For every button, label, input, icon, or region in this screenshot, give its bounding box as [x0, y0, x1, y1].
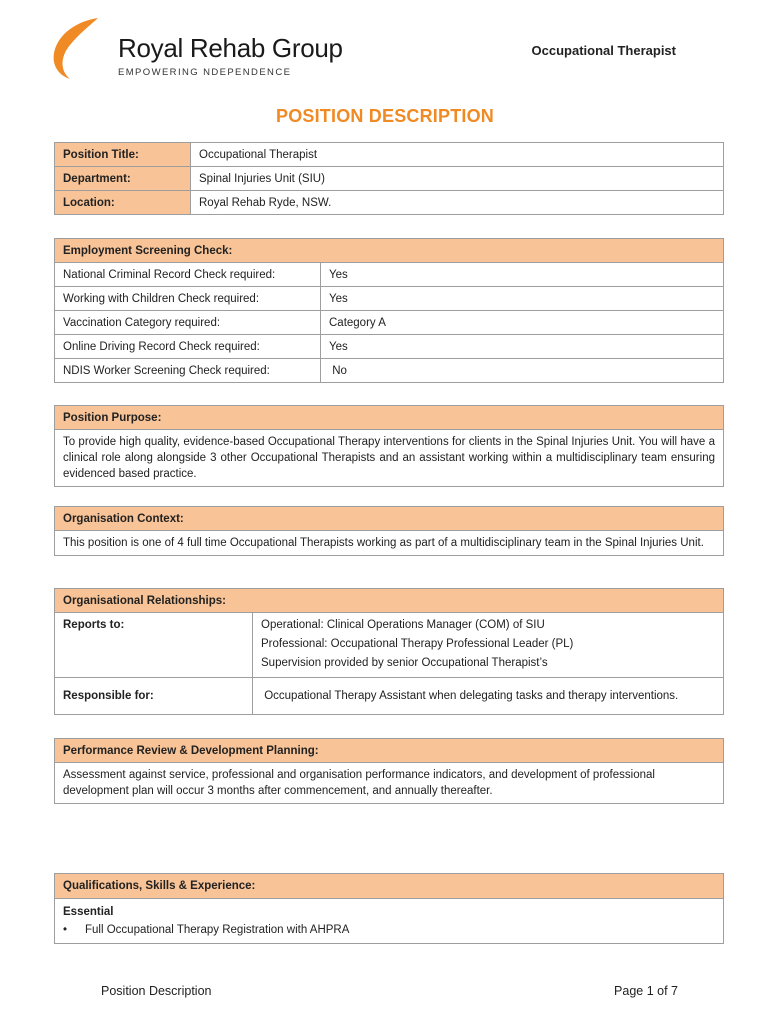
reports-to-label: Reports to:	[55, 613, 253, 678]
screening-table	[54, 238, 724, 383]
department-value: Spinal Injuries Unit (SIU)	[191, 167, 724, 191]
screening-label: National Criminal Record Check required:	[55, 263, 321, 287]
purpose-text: To provide high quality, evidence-based Occupational Therapy interventions for clients in the Spinal Injuries Unit. You will have a clinical role along alongside 3 other Occupational Therapists and an assistant working within a multidisciplinary team ensuring evidenced based practice.	[55, 430, 724, 487]
context-text: This position is one of 4 full time Occupational Therapists working as part of a multidisciplinary team in the Spinal Injuries Unit.	[55, 531, 724, 556]
table-row	[55, 589, 724, 613]
table-row	[55, 359, 724, 383]
header-doc-name: Occupational Therapist	[531, 43, 676, 58]
reports-to-line: Supervision provided by senior Occupational Therapist’s	[261, 657, 548, 669]
position-title-label: Position Title:	[55, 143, 191, 167]
table-row	[55, 739, 724, 763]
table-row	[55, 239, 724, 263]
table-row	[55, 874, 724, 899]
location-value: Royal Rehab Ryde, NSW.	[191, 191, 724, 215]
table-row	[55, 191, 724, 215]
screening-value: No	[321, 359, 724, 383]
table-row	[55, 613, 724, 678]
responsible-for-label: Responsible for:	[55, 678, 253, 715]
table-row	[55, 167, 724, 191]
relationships-heading: Organisational Relationships:	[55, 589, 724, 613]
screening-value: Category A	[321, 311, 724, 335]
screening-label: NDIS Worker Screening Check required:	[55, 359, 321, 383]
qualification-item: Full Occupational Therapy Registration with AHPRA	[85, 924, 350, 936]
context-table	[54, 506, 724, 556]
screening-label: Vaccination Category required:	[55, 311, 321, 335]
table-row	[55, 531, 724, 556]
table-row	[55, 899, 724, 944]
context-heading: Organisation Context:	[55, 507, 724, 531]
table-row	[55, 678, 724, 715]
table-row	[55, 430, 724, 487]
screening-heading: Employment Screening Check:	[55, 239, 724, 263]
table-row	[55, 287, 724, 311]
list-item	[63, 921, 715, 939]
screening-value: Yes	[321, 263, 724, 287]
screening-label: Online Driving Record Check required:	[55, 335, 321, 359]
screening-value: Yes	[321, 287, 724, 311]
responsible-for-value: Occupational Therapy Assistant when delegating tasks and therapy interventions.	[253, 678, 724, 715]
department-label: Department:	[55, 167, 191, 191]
page-title: POSITION DESCRIPTION	[275, 106, 495, 126]
company-logo	[50, 15, 343, 85]
table-row	[55, 311, 724, 335]
qualifications-cell	[55, 899, 724, 944]
reports-to-line: Operational: Clinical Operations Manager (COM) of SIU	[261, 619, 545, 631]
bullet-icon: •	[63, 924, 68, 936]
screening-value: Yes	[321, 335, 724, 359]
purpose-table	[54, 405, 724, 487]
review-heading: Performance Review & Development Planning:	[55, 739, 724, 763]
footer-page-number: Page 1 of 7	[614, 984, 678, 998]
footer-doc-label: Position Description	[101, 984, 212, 998]
table-row	[55, 406, 724, 430]
qualifications-heading: Qualifications, Skills & Experience:	[55, 874, 724, 899]
essential-subheading: Essential	[63, 906, 114, 918]
position-title-value: Occupational Therapist	[191, 143, 724, 167]
logo-tagline: EMPOWERING NDEPENDENCE	[118, 67, 292, 78]
table-row	[55, 763, 724, 804]
relationships-table	[54, 588, 724, 715]
table-row	[55, 263, 724, 287]
qualifications-table	[54, 873, 724, 944]
screening-label: Working with Children Check required:	[55, 287, 321, 311]
logo-title: Royal Rehab Group	[118, 33, 343, 63]
reports-to-line: Professional: Occupational Therapy Professional Leader (PL)	[261, 638, 574, 650]
table-row	[55, 143, 724, 167]
review-table	[54, 738, 724, 804]
review-text: Assessment against service, professional and organisation performance indicators, and development of professional development plan will occur 3 months after commencement, and annually thereafter.	[55, 763, 724, 804]
position-table	[54, 142, 724, 215]
location-label: Location:	[55, 191, 191, 215]
logo-mark-icon	[50, 15, 116, 81]
table-row	[55, 507, 724, 531]
table-row	[55, 335, 724, 359]
reports-to-cell	[253, 613, 724, 678]
purpose-heading: Position Purpose:	[55, 406, 724, 430]
